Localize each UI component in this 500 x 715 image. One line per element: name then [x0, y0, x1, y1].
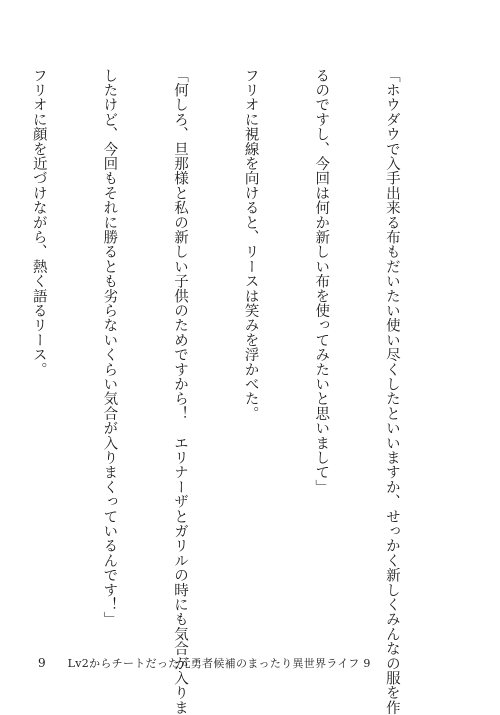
running-title: Lv2からチートだった元勇者候補のまったり異世界ライフ 9	[67, 657, 371, 670]
page-number: 9	[38, 656, 46, 670]
text-line: フリオに顔を近づけながら、熱く語るリース。	[30, 68, 47, 377]
text-line: 「何しろ、旦那様と私の新しい子供のためですから！ エリナーザとガリルの時にも気合が入りま	[171, 68, 188, 715]
text-line: フリオに視線を向けると、リースは笑みを浮かべた。	[242, 68, 259, 421]
text-line: したけど、今回もそれに勝るとも劣らないくらい気合が入りまくっているんです！」	[101, 68, 118, 627]
text-line: 「ホウダウで入手出来る布もだいたい使い尽くしたといいますか、せっかく新しくみんなの服を作	[383, 68, 400, 715]
text-line: るのですし、今回は何か新しい布を使ってみたいと思いまして」	[313, 68, 330, 495]
page-footer	[38, 655, 371, 675]
